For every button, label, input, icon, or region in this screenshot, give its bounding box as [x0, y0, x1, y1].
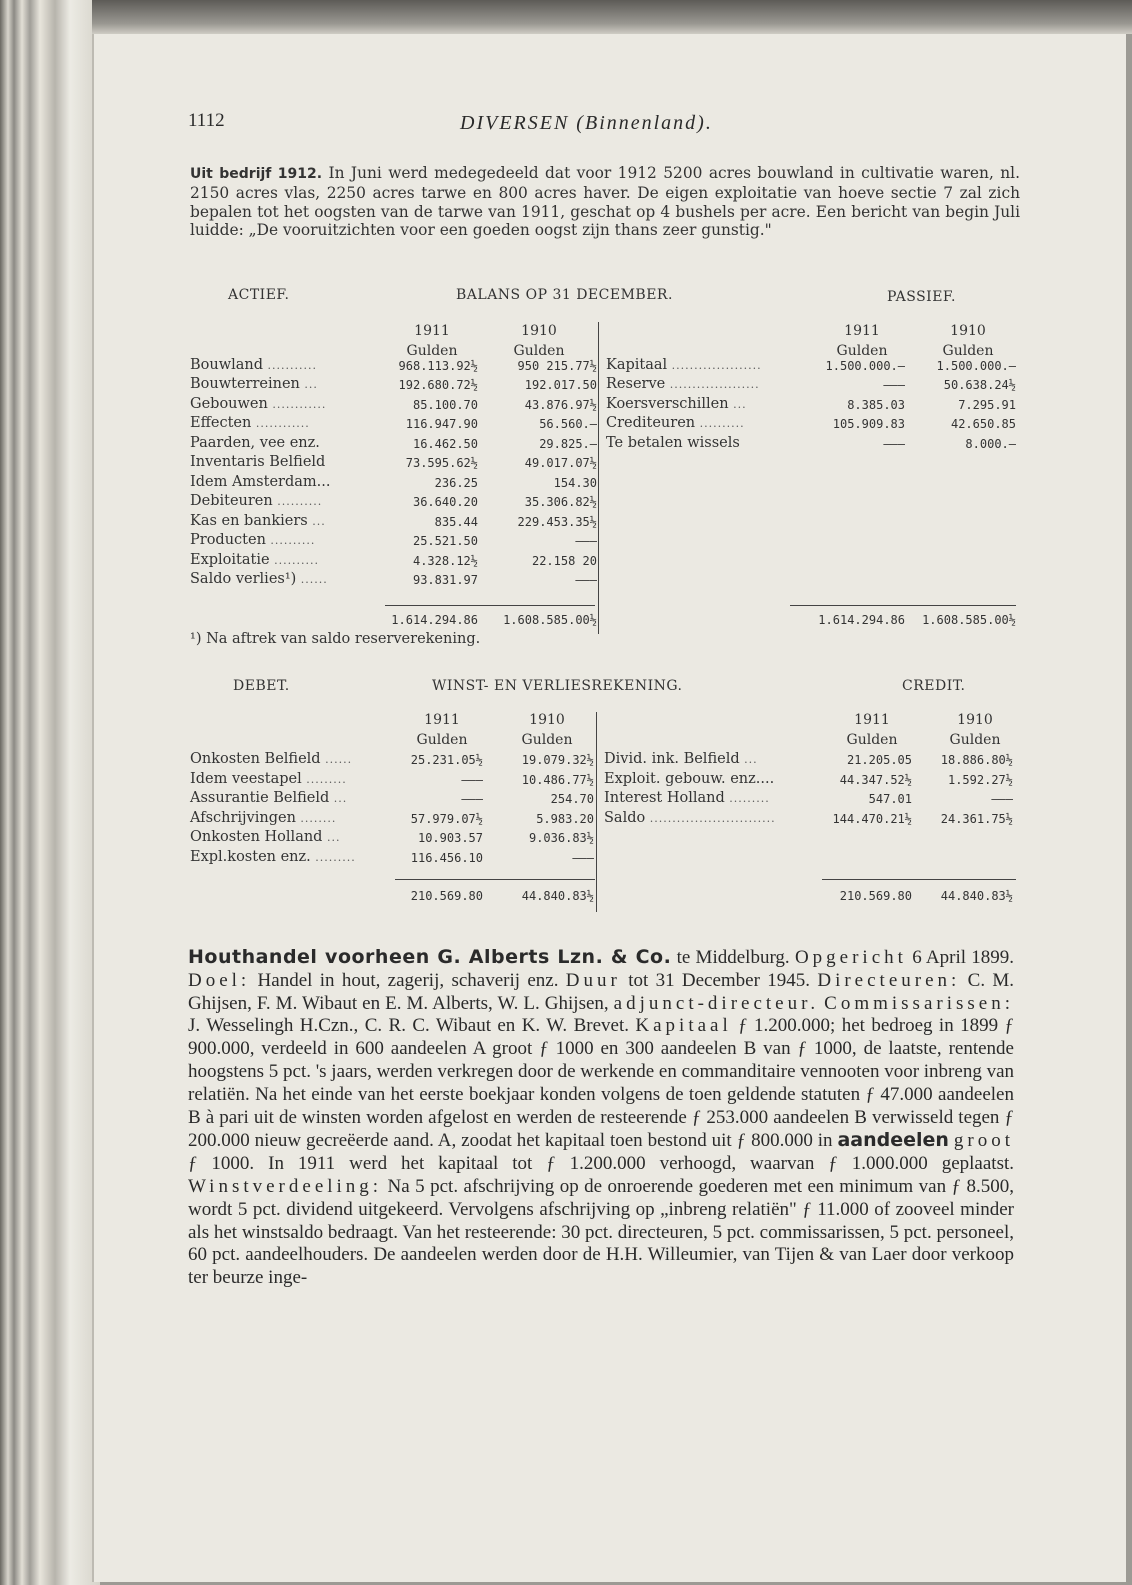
actief-value-1910: 192.017.50 — [524, 378, 597, 393]
total-credit-1910: 44.840.83½ — [940, 889, 1013, 903]
actief-row-label-text: Exploitatie — [190, 551, 270, 568]
actief-row-label-text: Producten — [190, 532, 266, 549]
credit-value-1911: 21.205.05 — [846, 753, 912, 767]
actief-value-1910: 56.560.— — [539, 417, 597, 432]
actief-row-label — [190, 474, 330, 490]
actief-row-label — [190, 532, 315, 548]
company-article — [188, 946, 1014, 1290]
credit-row-label-leader: ... — [739, 753, 758, 766]
pnl-center-rule — [596, 712, 597, 912]
col-unit-1910-right: Gulden — [949, 732, 1001, 748]
winst-label: Winstverdeeling: — [188, 1175, 383, 1197]
actief-value-1910: ——— — [575, 572, 597, 587]
firm-name: Houthandel voorheen G. Alberts Lzn. & Co. — [188, 946, 672, 968]
actief-value-1911: 192.680.72½ — [398, 378, 478, 393]
debet-value-1911: ——— — [461, 772, 483, 787]
actief-value-1910: 29.825.— — [539, 436, 597, 451]
passief-row-label-leader: .................... — [665, 378, 760, 392]
actief-value-1911: 835.44 — [434, 514, 478, 529]
passief-total-rule — [790, 605, 1016, 606]
passief-row-label — [606, 357, 762, 373]
page-number: 1112 — [188, 110, 225, 131]
debet-value-1910: 9.036.83½ — [528, 831, 594, 845]
credit-value-1910: ——— — [991, 792, 1013, 806]
col-unit-1911: Gulden — [416, 732, 468, 748]
actief-row-label-leader: ... — [307, 514, 326, 528]
actief-value-1911: 968.113.92½ — [398, 359, 478, 373]
debet-value-1911: 116.456.10 — [410, 850, 483, 865]
actief-row-label — [190, 415, 310, 431]
page-title: DIVERSEN (Binnenland). — [460, 112, 713, 134]
actief-value-1910: 22.158 20 — [531, 553, 597, 568]
actief-row-label — [190, 396, 326, 412]
actief-row-label-text: Bouwland — [190, 357, 264, 373]
col-unit-1910: Gulden — [513, 343, 565, 359]
kapitaal-text-2: ƒ 1000. In 1911 werd het kapitaal tot ƒ 1.200.000 verhoogd, waarvan ƒ 1.000.000 geplaatst. — [188, 1153, 1014, 1175]
credit-value-1911: 44.347.52½ — [839, 772, 912, 787]
actief-row-label-text: Effecten — [190, 415, 252, 432]
actief-value-1910: 49.017.07½ — [524, 456, 597, 471]
actief-row-label — [190, 376, 318, 392]
debet-row-label-text: Assurantie Belfield — [190, 790, 330, 806]
actief-row-label-text: Kas en bankiers — [190, 512, 308, 529]
directeuren-text: C. M. Ghijsen, F. M. Wibaut en E. M. Alberts, W. L. Ghijsen, — [188, 969, 1015, 1014]
groot-label: groot — [953, 1130, 1014, 1152]
debet-row-label-leader: ... — [329, 792, 348, 805]
total-passief-1910: 1.608.585.00½ — [922, 613, 1016, 627]
col-year-1911-right: 1911 — [854, 712, 890, 728]
actief-row-label-leader: ...... — [296, 572, 328, 586]
debet-row-label — [190, 771, 347, 787]
col-year-1910: 1910 — [529, 712, 565, 728]
actief-row-label-text: Idem Amsterdam... — [190, 473, 331, 490]
col-year-1910-right: 1910 — [957, 712, 993, 728]
credit-total-rule — [822, 879, 1016, 880]
actief-value-1910: 229.453.35½ — [517, 514, 597, 529]
col-unit-1910: Gulden — [521, 732, 573, 748]
passief-row-label-leader: .......... — [695, 417, 745, 431]
debet-total-rule — [395, 879, 595, 880]
passief-row-label-text: Kapitaal — [606, 357, 668, 373]
total-actief-1911: 1.614.294.86 — [391, 613, 478, 627]
actief-value-1910: 43.876.97½ — [524, 397, 597, 412]
adjunct-label: adjunct-directeur. — [613, 992, 820, 1014]
credit-row-label — [604, 751, 758, 767]
actief-row-label-leader: .......... — [269, 553, 320, 567]
actief-value-1911: 4.328.12½ — [412, 553, 478, 568]
total-credit-1911: 210.569.80 — [839, 889, 912, 903]
actief-value-1911: 236.25 — [434, 475, 478, 490]
debet-row-label-leader: ......... — [310, 850, 356, 864]
col-year-1911: 1911 — [424, 712, 460, 728]
total-passief-1911: 1.614.294.86 — [818, 613, 905, 627]
col-year-1911: 1911 — [414, 323, 450, 339]
debet-row-label — [190, 829, 340, 845]
actief-row-label — [190, 357, 317, 373]
actief-row-label-leader: ........... — [263, 359, 318, 372]
credit-value-1910: 1.592.27½ — [947, 772, 1013, 787]
debet-row-label-text: Expl.kosten enz. — [190, 848, 311, 865]
actief-row-label-text: Saldo verlies¹) — [190, 570, 297, 587]
pnl-right-label: CREDIT. — [902, 678, 966, 694]
book-binding — [0, 0, 100, 1585]
pnl-left-label: DEBET. — [233, 678, 290, 694]
actief-row-label — [190, 454, 325, 470]
passief-value-1911: 8.385.03 — [847, 397, 905, 412]
passief-value-1911: 105.909.83 — [832, 417, 905, 432]
actief-row-label-text: Paarden, vee enz. — [190, 434, 320, 451]
intro-paragraph — [190, 164, 1020, 240]
passief-value-1910: 42.650.85 — [950, 417, 1016, 432]
actief-value-1911: 73.595.62½ — [405, 456, 478, 471]
intro-text: In Juni werd medegedeeld dat voor 1912 5200 acres bouwland in cultivatie waren, nl. 2150 acres vlas, 2250 acres tarwe en 800 acres haver. De eigen exploitatie van hoeve sectie 7 zal zich bepalen tot het oogsten van de tarwe van 1911, geschat op 4 bushels per acre. Een bericht van begin Juli luidde: „De vooruitzichten voor een goeden oogst zijn thans zeer gunstig." — [190, 164, 1020, 240]
directeuren-label: Directeuren: — [817, 969, 961, 991]
passief-value-1910: 7.295.91 — [958, 397, 1016, 412]
passief-row-label-text: Crediteuren — [606, 415, 696, 432]
debet-value-1910: 10.486.77½ — [521, 772, 594, 787]
credit-row-label — [604, 771, 774, 787]
credit-row-label-leader: ......... — [724, 792, 770, 805]
opgericht-text: 6 April 1899. — [912, 947, 1015, 968]
commissarissen-text: J. Wesselingh H.Czn., C. R. C. Wibaut en K. W. Brevet. — [188, 1015, 629, 1037]
actief-row-label — [190, 571, 328, 587]
duur-label: Duur — [565, 969, 621, 991]
actief-row-label — [190, 513, 326, 529]
col-unit-1911: Gulden — [406, 343, 458, 359]
debet-value-1911: ——— — [461, 792, 483, 806]
balance-right-label: PASSIEF. — [887, 289, 956, 305]
credit-row-label-text: Exploit. gebouw. enz.... — [604, 770, 775, 787]
debet-value-1910: 19.079.32½ — [521, 753, 594, 767]
actief-value-1910: 950 215.77½ — [517, 359, 597, 373]
credit-row-label — [604, 810, 776, 826]
page-top-edge — [92, 0, 1132, 34]
duur-text: tot 31 December 1945. — [628, 969, 811, 991]
credit-row-label-text: Interest Holland — [604, 790, 725, 806]
total-debet-1910: 44.840.83½ — [521, 889, 594, 903]
credit-row-label-leader: ............................ — [645, 811, 776, 825]
passief-row-label-text: Te betalen wissels — [606, 434, 740, 451]
book-page — [92, 34, 1126, 1582]
balance-title: BALANS OP 31 DECEMBER. — [456, 287, 673, 303]
total-debet-1911: 210.569.80 — [410, 889, 483, 903]
debet-row-label — [190, 790, 347, 806]
winst-text: Na 5 pct. afschrijving op de onroerende goederen met een minimum van ƒ 8.500, wordt 5 pct. dividend uitgekeerd. Vervolgens afschrijving op „inbreng relatiën" ƒ 11.000 of zooveel minder als het winstsaldo bedraagt. Van het resteerende: 30 pct. directeuren, 5 pct. commissarissen, 5 pct. personeel, 60 pct. aandeelhouders. De aandeelen werden door de H.H. Willeumier, van Tijen & van Laer door verkoop ter beurze inge- — [188, 1175, 1014, 1289]
passief-row-label-leader: ... — [728, 397, 747, 411]
doel-label: Doel: — [188, 969, 251, 991]
actief-value-1911: 93.831.97 — [412, 572, 478, 587]
pnl-title: WINST- EN VERLIESREKENING. — [432, 678, 683, 694]
debet-row-label-text: Onkosten Belfield — [190, 751, 321, 767]
col-unit-1911-right: Gulden — [846, 732, 898, 748]
debet-row-label-leader: ........ — [295, 811, 337, 825]
debet-value-1910: 5.983.20 — [536, 811, 594, 826]
actief-value-1911: 116.947.90 — [405, 417, 478, 432]
passief-row-label — [606, 435, 740, 451]
actief-total-rule — [385, 605, 595, 606]
credit-value-1910: 18.886.80½ — [940, 753, 1013, 767]
passief-row-label-text: Reserve — [606, 376, 666, 393]
balance-footnote: ¹) Na aftrek van saldo reserverekening. — [190, 631, 481, 647]
passief-row-label-text: Koersverschillen — [606, 395, 729, 412]
actief-row-label-text: Debiteuren — [190, 493, 273, 510]
commissarissen-label: Commissarissen: — [824, 992, 1014, 1014]
debet-row-label-text: Onkosten Holland — [190, 829, 323, 845]
col-year-1911-right: 1911 — [844, 323, 880, 339]
actief-value-1911: 36.640.20 — [412, 495, 478, 510]
credit-row-label-text: Divid. ink. Belfield — [604, 751, 740, 767]
debet-row-label — [190, 849, 356, 865]
credit-value-1911: 144.470.21½ — [832, 811, 912, 826]
debet-value-1911: 25.231.05½ — [410, 753, 483, 767]
debet-row-label — [190, 751, 352, 767]
passief-value-1911: ——— — [883, 436, 905, 451]
kapitaal-label: Kapitaal — [635, 1015, 732, 1037]
actief-value-1910: 35.306.82½ — [524, 495, 597, 510]
doel-text: Handel in hout, zagerij, schaverij enz. — [257, 969, 559, 991]
actief-row-label — [190, 493, 322, 509]
passief-value-1911: ——— — [883, 378, 905, 393]
aandeelen-label: aandeelen — [837, 1129, 949, 1152]
actief-row-label-leader: ... — [299, 378, 318, 392]
credit-value-1911: 547.01 — [868, 792, 912, 806]
actief-row-label-text: Inventaris Belfield — [190, 454, 326, 471]
actief-value-1911: 85.100.70 — [412, 397, 478, 412]
passief-value-1910: 8.000.— — [965, 436, 1016, 451]
passief-value-1911: 1.500.000.— — [825, 359, 905, 373]
debet-row-label-text: Idem veestapel — [190, 770, 302, 787]
debet-value-1911: 57.979.07½ — [410, 811, 483, 826]
actief-row-label-leader: .......... — [272, 495, 323, 509]
balance-center-rule — [598, 322, 599, 634]
credit-value-1910: 24.361.75½ — [940, 811, 1013, 826]
firm-location: te Middelburg. — [676, 947, 790, 968]
actief-row-label — [190, 435, 320, 451]
passief-row-label — [606, 376, 760, 392]
actief-value-1911: 25.521.50 — [412, 534, 478, 549]
total-actief-1910: 1.608.585.00½ — [503, 613, 597, 627]
actief-row-label — [190, 552, 319, 568]
debet-value-1910: ——— — [572, 850, 594, 865]
credit-row-label-text: Saldo — [604, 809, 646, 826]
col-unit-1911-right: Gulden — [836, 343, 888, 359]
debet-value-1911: 10.903.57 — [417, 831, 483, 845]
debet-row-label — [190, 810, 336, 826]
passief-row-label-leader: .................... — [667, 359, 762, 372]
debet-row-label-leader: ......... — [301, 772, 347, 786]
actief-row-label-leader: ............ — [251, 417, 310, 431]
col-unit-1910-right: Gulden — [942, 343, 994, 359]
passief-value-1910: 50.638.24½ — [943, 378, 1016, 393]
opgericht-label: Opgericht — [794, 947, 907, 968]
passief-row-label — [606, 415, 745, 431]
actief-value-1910: 154.30 — [553, 475, 597, 490]
actief-row-label-text: Gebouwen — [190, 395, 268, 412]
actief-row-label-text: Bouwterreinen — [190, 376, 300, 393]
col-year-1910: 1910 — [521, 323, 557, 339]
actief-value-1910: ——— — [575, 534, 597, 549]
actief-row-label-leader: .......... — [265, 534, 316, 548]
debet-value-1910: 254.70 — [550, 792, 594, 806]
intro-lead: Uit bedrijf 1912. — [190, 166, 323, 182]
debet-row-label-leader: ... — [322, 831, 341, 844]
credit-row-label — [604, 790, 770, 806]
debet-row-label-text: Afschrijvingen — [190, 809, 296, 826]
passief-row-label — [606, 396, 747, 412]
actief-row-label-leader: ............ — [267, 397, 327, 411]
passief-value-1910: 1.500.000.— — [936, 359, 1016, 373]
col-year-1910-right: 1910 — [950, 323, 986, 339]
balance-left-label: ACTIEF. — [228, 287, 290, 303]
actief-value-1911: 16.462.50 — [412, 436, 478, 451]
kapitaal-text: ƒ 1.200.000; het bedroeg in 1899 ƒ 900.000, verdeeld in 600 aandeelen A groot ƒ 1000 en 300 aandeelen B van ƒ 1000, de laatste, rentende hoogstens 5 pct. 's jaars, werden verkregen door de werkende en commanditaire vennooten voor inbreng van relatiën. Na het einde van het eerste boekjaar konden volgens de toen geldende statuten ƒ 47.000 aandeelen B à pari uit de winsten worden afgelost en werden de resteerende ƒ 253.000 aandeelen B verwisseld tegen ƒ 200.000 nieuw gecreëerde aand. A, zoodat het kapitaal toen bestond uit ƒ 800.000 in — [188, 1015, 1015, 1152]
debet-row-label-leader: ...... — [320, 753, 353, 766]
